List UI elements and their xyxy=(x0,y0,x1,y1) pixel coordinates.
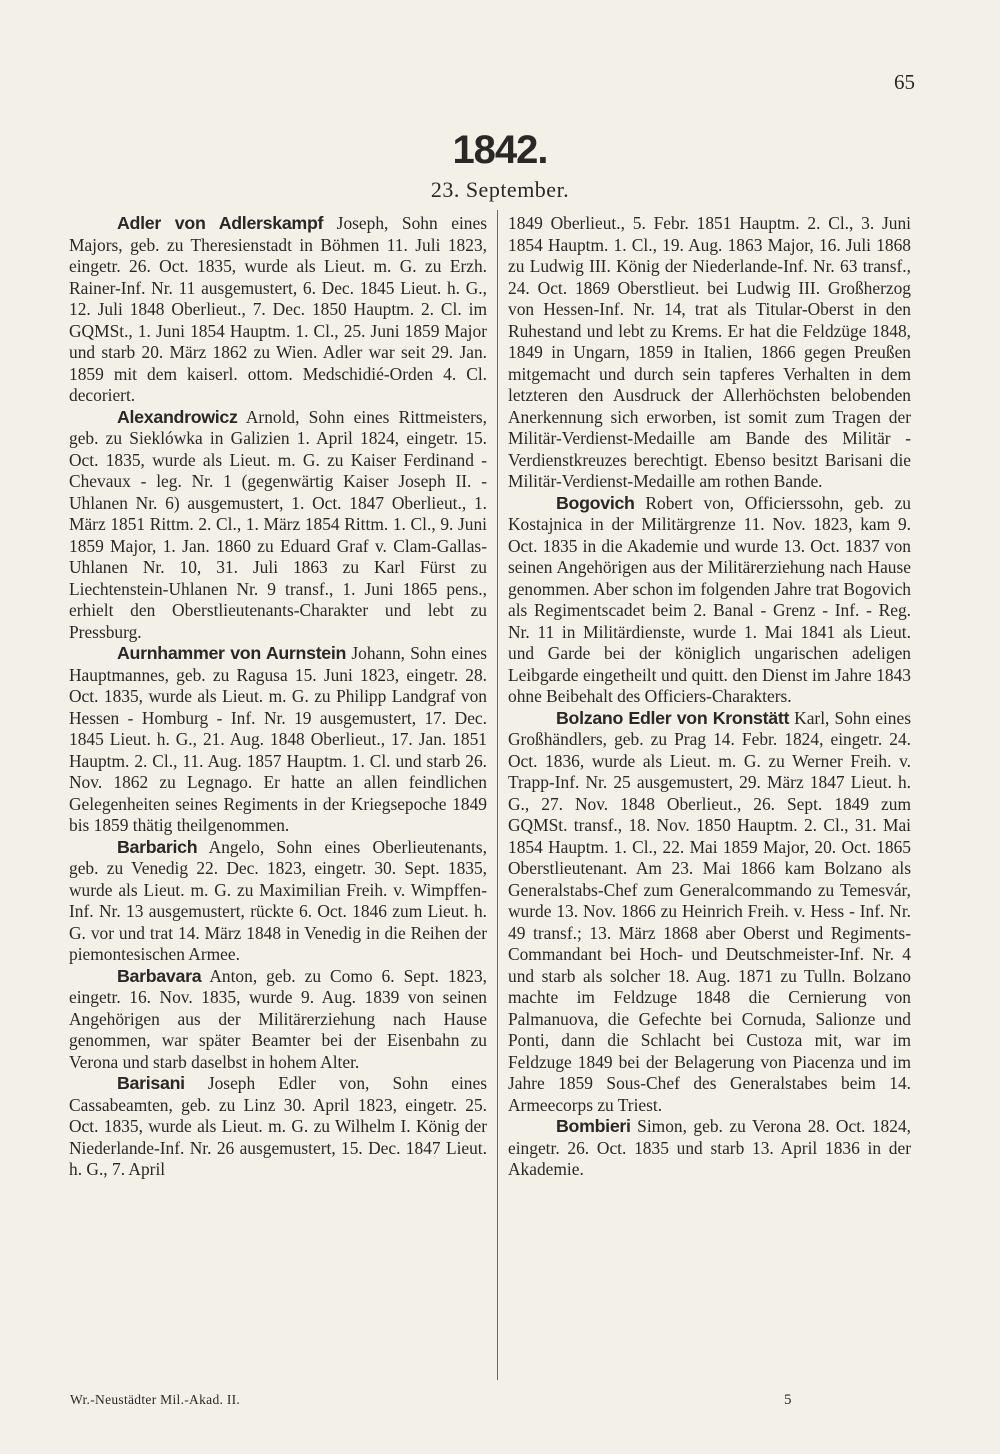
biography-entry xyxy=(508,708,911,1117)
biography-entry xyxy=(508,1116,911,1181)
entry-text: Simon, geb. zu Verona 28. Oct. 1824, eingetr. 26. Oct. 1835 und starb 13. April 1836 in der Akademie. xyxy=(508,1116,911,1179)
biography-entry xyxy=(69,643,487,837)
biography-entry-continued xyxy=(508,213,911,493)
entry-name: Aurnhammer von Aurnstein xyxy=(117,643,347,663)
entry-name: Bolzano Edler von Kronstätt xyxy=(556,707,790,728)
entry-text: Angelo, Sohn eines Oberlieutenants, geb. zu Venedig 22. Dec. 1823, eingetr. 30. Sept. 1835, wurde als Lieut. m. G. zu Maximilian Freih. v. Wimpffen-Inf. Nr. 13 ausgemustert, rückte 6. Oct. 1846 zum Lieut. h. G. vor und trat 14. März 1848 in Venedig in die Reihen der piemontesischen Armee. xyxy=(69,836,487,964)
entry-name: Adler von Adlerskampf xyxy=(117,213,324,233)
entry-text: Anton, geb. zu Como 6. Sept. 1823, eingetr. 16. Nov. 1835, wurde 9. Aug. 1839 von seinen Angehörigen aus der Militärerziehung nach Hause genommen, war später Beamter bei der Eisenbahn zu Verona und starb daselbst in hohem Alter. xyxy=(69,965,487,1072)
biography-entry xyxy=(69,213,487,407)
entry-name: Barbarich xyxy=(117,836,198,857)
entry-text: Karl, Sohn eines Großhändlers, geb. zu Prag 14. Febr. 1824, eingetr. 24. Oct. 1836, wurde als Lieut. m. G. zu Werner Freih. v. Trapp-Inf. Nr. 25 ausgemustert, 29. März 1847 Lieut. h. G., 27. Nov. 1848 Oberlieut., 26. Sept. 1849 zum GQMSt. transf., 18. Nov. 1850 Hauptm. 2. Cl., 31. Mai 1854 Hauptm. 1. Cl., 22. Mai 1859 Major, 20. Oct. 1865 Oberstlieutenant. Am 23. Mai 1866 kam Bolzano als Generalstabs-Chef zum Generalcommando zu Temesvár, wurde 13. Nov. 1866 zu Heinrich Freih. v. Hess - Inf. Nr. 49 transf.; 13. März 1868 aber Oberst und Regiments-Commandant bei Hoch- und Deutschmeister-Inf. Nr. 4 und starb als solcher 18. Aug. 1871 zu Tulln. Bolzano machte im Feldzuge 1848 die Cernierung von Palmanuova, die Gefechte bei Cornuda, Salionze und Ponti, dann die Schlacht bei Custoza mit, war im Feldzuge 1849 bei der Belagerung von Piacenza und im Jahre 1859 Sous-Chef des Generalstabes beim 14. Armeecorps zu Triest. xyxy=(508,707,911,1115)
entry-name: Bombieri xyxy=(556,1116,631,1136)
biography-entry xyxy=(69,966,487,1074)
entry-text: 1849 Oberlieut., 5. Febr. 1851 Hauptm. 2. Cl., 3. Juni 1854 Hauptm. 1. Cl., 19. Aug. 1863 Major, 16. Juli 1868 zu Ludwig III. König der Niederlande-Inf. Nr. 63 transf., 24. Oct. 1869 Oberstlieut. bei Ludwig III. Großherzog von Hessen-Inf. Nr. 14, trat als Titular-Oberst in den Ruhestand und lebt zu Krems. Er hat die Feldzüge 1848, 1849 in Ungarn, 1859 in Italien, 1866 gegen Preußen mitgemacht und durch sein tapferes Verhalten in dem letzteren den Ausdruck der Allerhöchsten belobenden Anerkennung sich erworben, ist somit zum Tragen der Militär-Verdienst-Medaille am Bande des Militär - Verdienstkreuzes berechtigt. Ebenso besitzt Barisani die Militär-Verdienst-Medaille am rothen Bande. xyxy=(508,213,911,491)
right-column xyxy=(508,213,911,1181)
biography-entry xyxy=(69,837,487,966)
entry-text: Robert von, Officierssohn, geb. zu Kostajnica in der Militärgrenze 11. Nov. 1823, kam 9. Oct. 1835 in die Akademie und wurde 13. Oct. 1837 von seinen Angehörigen aus der Militärerziehung nach Hause genommen. Aber schon im folgenden Jahre trat Bogovich als Regimentscadet beim 2. Banal - Grenz - Inf. - Reg. Nr. 11 in Militärdienste, wurde 1. Mai 1841 als Lieut. und Garde bei der königlich ungarischen adeligen Leibgarde eingetheilt und quitt. den Dienst im Jahre 1843 ohne Beibehalt des Officiers-Charakters. xyxy=(508,492,911,706)
biography-entry xyxy=(69,1073,487,1181)
column-divider xyxy=(497,210,498,1380)
footer-signature: Wr.-Neustädter Mil.-Akad. II. xyxy=(70,1392,241,1407)
entry-text: Joseph, Sohn eines Majors, geb. zu Theresienstadt in Böhmen 11. Juli 1823, eingetr. 26. Oct. 1835, wurde als Lieut. m. G. zu Erzh. Rainer-Inf. Nr. 11 ausgemustert, 6. Dec. 1845 Lieut. h. G., 12. Juli 1848 Oberlieut., 7. Dec. 1850 Hauptm. 2. Cl. im GQMSt., 1. Juni 1854 Hauptm. 1. Cl., 25. Juni 1859 Major und starb 20. März 1862 zu Wien. Adler war seit 29. Jan. 1859 mit dem kaiserl. ottom. Medschidié-Orden 4. Cl. decoriert. xyxy=(69,213,487,405)
entry-text: Johann, Sohn eines Hauptmannes, geb. zu Ragusa 15. Juni 1823, eingetr. 28. Oct. 1835, wurde als Lieut. m. G. zu Philipp Landgraf von Hessen - Homburg - Inf. Nr. 19 ausgemustert, 17. Dec. 1845 Lieut. h. G., 21. Aug. 1848 Oberlieut., 17. Jan. 1851 Hauptm. 2. Cl., 11. Aug. 1857 Hauptm. 1. Cl. und starb 26. Nov. 1862 zu Legnago. Er hatte an allen feindlichen Gelegenheiten seines Regiments in der Kriegsepoche 1849 bis 1859 thätig theilgenommen. xyxy=(69,643,487,835)
footer-sheet-number: 5 xyxy=(784,1392,792,1408)
biography-entry xyxy=(69,407,487,644)
date-heading: 23. September. xyxy=(430,177,570,202)
page-number: 65 xyxy=(894,70,915,94)
entry-text: Joseph Edler von, Sohn eines Cassabeamten, geb. zu Linz 30. April 1823, eingetr. 25. Oct. 1835, wurde als Lieut. m. G. zu Wilhelm I. König der Niederlande-Inf. Nr. 26 ausgemustert, 15. Dec. 1847 Lieut. h. G., 7. April xyxy=(69,1073,487,1179)
year-heading: 1842. xyxy=(452,128,548,172)
entry-name: Alexandrowicz xyxy=(117,406,238,427)
entry-name: Barbavara xyxy=(117,965,202,986)
entry-text: Arnold, Sohn eines Rittmeisters, geb. zu Sieklówka in Galizien 1. April 1824, eingetr. 15. Oct. 1835, wurde als Lieut. m. G. zu Kaiser Ferdinand - Chevaux - leg. Nr. 1 (gegenwärtig Kaiser Joseph II. - Uhlanen Nr. 6) ausgemustert, 1. Oct. 1847 Oberlieut., 1. März 1851 Rittm. 2. Cl., 1. März 1854 Rittm. 1. Cl., 9. Juni 1859 Major, 1. Jan. 1860 zu Eduard Graf v. Clam-Gallas-Uhlanen Nr. 10, 31. Juli 1863 zu Karl Fürst zu Liechtenstein-Uhlanen Nr. 9 transf., 1. Juni 1865 pens., erhielt den Oberstlieutenants-Charakter und lebt zu Pressburg. xyxy=(69,406,487,642)
biography-entry xyxy=(508,493,911,708)
entry-name: Bogovich xyxy=(556,492,635,513)
left-column xyxy=(69,213,487,1181)
entry-name: Barisani xyxy=(117,1073,185,1093)
